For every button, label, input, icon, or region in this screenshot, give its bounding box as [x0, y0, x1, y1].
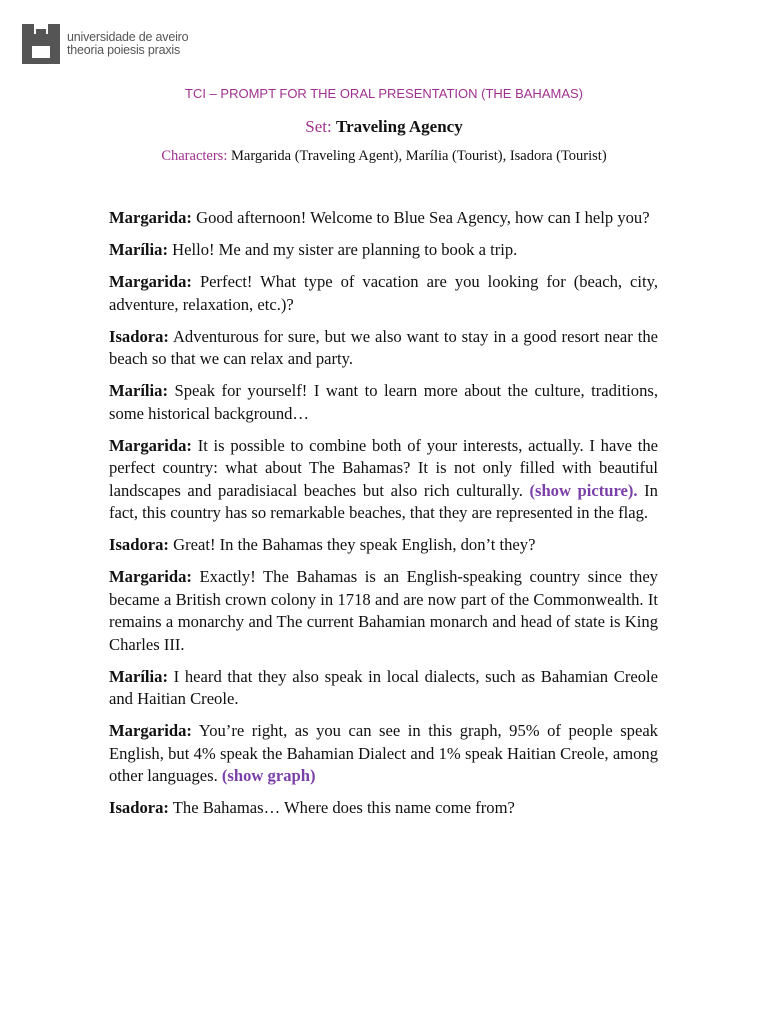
- dialogue-line: [109, 797, 658, 820]
- dialogue-text: The Bahamas… Where does this name come from?: [172, 798, 515, 817]
- speaker-name: Marília:: [109, 381, 168, 400]
- dialogue-text: Hello! Me and my sister are planning to book a trip.: [172, 240, 518, 259]
- characters-value: Margarida (Traveling Agent), Marília (Tourist), Isadora (Tourist): [230, 148, 607, 164]
- dialogue: [109, 207, 658, 829]
- dialogue-line: [109, 534, 658, 557]
- logo-motto: theoria poiesis praxis: [67, 43, 181, 57]
- dialogue-line: [109, 435, 658, 525]
- dialogue-text: Perfect! What type of vacation are you looking for (beach, city, adventure, relaxation, etc.)?: [109, 272, 658, 314]
- dialogue-text: Speak for yourself! I want to learn more about the culture, traditions, some historical background…: [109, 381, 658, 423]
- speaker-name: Isadora:: [109, 535, 169, 554]
- speaker-name: Margarida:: [109, 208, 192, 227]
- speaker-name: Marília:: [109, 240, 168, 259]
- dialogue-line: [109, 326, 658, 371]
- university-logo: [22, 24, 188, 64]
- dialogue-text: Exactly! The Bahamas is an English-speaking country since they became a British crown colony in 1718 and are now part of the Commonwealth. It remains a monarchy and The current Bahamian monarch and head of state is King Charles III.: [109, 567, 658, 654]
- dialogue-text-continued: In fact, this country has so remarkable beaches, that they are represented in the flag.: [109, 480, 658, 522]
- speaker-name: Margarida:: [109, 567, 192, 586]
- logo-university-name: universidade de aveiro: [67, 30, 189, 44]
- dialogue-text: Good afternoon! Welcome to Blue Sea Agency, how can I help you?: [196, 208, 650, 227]
- dialogue-line: [109, 566, 658, 656]
- speaker-name: Isadora:: [109, 798, 169, 817]
- document-title: TCI – PROMPT FOR THE ORAL PRESENTATION (THE BAHAMAS): [185, 86, 583, 101]
- dialogue-line: [109, 720, 658, 788]
- speaker-name: Marília:: [109, 666, 168, 686]
- set-value: Traveling Agency: [336, 117, 463, 136]
- stage-cue: (show graph): [221, 766, 316, 785]
- stage-cue: (show picture).: [529, 480, 638, 500]
- characters-label: Characters:: [161, 148, 228, 164]
- characters-line: [0, 148, 768, 165]
- university-crest-icon: [22, 24, 60, 64]
- dialogue-text: Great! In the Bahamas they speak English, don’t they?: [173, 535, 536, 554]
- dialogue-line: [109, 271, 658, 316]
- set-line: [0, 117, 768, 137]
- dialogue-line: [109, 239, 658, 262]
- speaker-name: Margarida:: [109, 721, 192, 740]
- set-label: Set:: [305, 117, 332, 136]
- logo-text: [67, 31, 188, 57]
- dialogue-text: It is possible to combine both of your interests, actually. I have the perfect country: what about The Bahamas? It is not only filled with beautiful landscapes and paradisiacal beaches but also rich culturally.: [109, 435, 658, 500]
- dialogue-text: You’re right, as you can see in this graph, 95% of people speak English, but 4% speak the Bahamian Dialect and 1% speak Haitian Creole, among other languages.: [109, 721, 658, 785]
- dialogue-line: [109, 207, 658, 230]
- speaker-name: Margarida:: [109, 435, 192, 455]
- speaker-name: Isadora:: [109, 326, 169, 346]
- speaker-name: Margarida:: [109, 272, 192, 291]
- dialogue-line: [109, 666, 658, 711]
- dialogue-text: I heard that they also speak in local dialects, such as Bahamian Creole and Haitian Creole.: [109, 666, 658, 708]
- dialogue-text: Adventurous for sure, but we also want to stay in a good resort near the beach so that we can relax and party.: [109, 326, 659, 368]
- dialogue-line: [109, 380, 658, 425]
